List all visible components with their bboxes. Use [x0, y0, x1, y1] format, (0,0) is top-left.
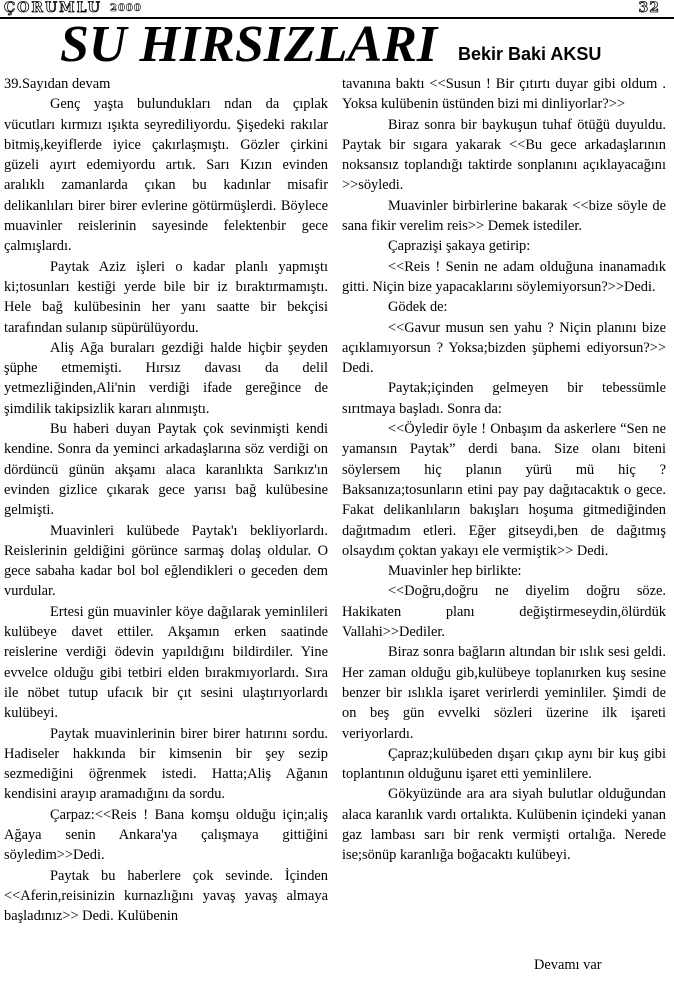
- paragraph: Bu haberi duyan Paytak çok sevinmişti kendi kendine. Sonra da yeminci arkadaşlarına söz verdiği on dördüncü günün akşamı alaca karanlıkta Sarıkız'ın evinden gizlice çıkarak gece yarısı bağ kulübesine gelmişti.: [4, 421, 328, 519]
- publication-name: ÇORUMLU: [4, 0, 102, 16]
- paragraph: <<Doğru,doğru ne diyelim doğru söze. Hakikaten planı değiştirmeseydin,ölürdük Vallahi>>Dediler.: [342, 583, 666, 641]
- paragraph: <<Gavur musun sen yahu ? Niçin planını bize açıklamıyorsun ? Yoksa;bizden şüphemi ediyorsun?>> Dedi.: [342, 319, 666, 377]
- section-start: 39.Sayıdan devam: [4, 76, 111, 92]
- paragraph: Biraz sonra bağların altından bir ıslık sesi geldi. Her zaman olduğu gib,kulübeye toplanırken kuş sesine benzer bir ıslıkla işaret verirlerdi yeminliler. Şimdi de on beş gün evvelki sözleri üzerine ilk işareti veriyorlardı.: [342, 644, 666, 742]
- continued-note: Devamı var: [534, 957, 602, 973]
- paragraph: Çarpaz:<<Reis ! Bana komşu olduğu için;aliş Ağaya senin Ankara'ya çalışmaya gittiğini söyledim>>Dedi.: [4, 806, 328, 864]
- article-author: Bekir Baki AKSU: [458, 44, 602, 64]
- left-column: [4, 74, 328, 926]
- paragraph: Biraz sonra bir baykuşun tuhaf ötüğü duyuldu. Paytak bir sıgara yakarak <<Bu gece arkadaşlarının noksansız toplandığı taktirde sonplanını açıklayacağını >>söyledi.: [342, 116, 666, 194]
- paragraph: <<Reis ! Senin ne adam olduğuna inanamadık gitti. Niçin bize yapacaklarını söylemiyorsun?>>Dedi.: [342, 258, 666, 295]
- paragraph: Gödek de:: [388, 299, 448, 316]
- paragraph: Gökyüzünde ara ara siyah bulutlar olduğundan alaca karanlık vardı ortalıkta. Kulübenin içindeki yanan gaz lambası sarı bir renk vermişti ortalığa. Nerede ise;sönüp karanlığa boğacaktı kulübeyi.: [342, 786, 666, 864]
- paragraph: Paytak Aziz işleri o kadar planlı yapmıştı ki;tosunları kestiği yerde bile bir iz bıraktırmamıştı. Hele bağ kulübesinin her yanı saatte bir bekçisi tarafından sulanıp süpürülüyordu.: [4, 258, 328, 336]
- page-number: 32: [638, 0, 660, 16]
- paragraph: Ertesi gün muavinler köye dağılarak yeminlileri kulübeye davet ettiler. Akşamın erken saatinde reislerine verdiği ödevin yapıldığını bildirdiler. Yine evvelce olduğu gibi tetbiri elden bırakmıyorlardı. Sıra ile nöbet tutup ufacık bir çıt sesini ulaştırıyorlardı kulübeyi.: [4, 603, 328, 722]
- publication-year: 2000: [110, 3, 142, 14]
- paragraph: Paytak bu haberlere çok sevinde. İçinden <<Aferin,reisinizin kurnazlığını yavaş yavaş almaya başladınız>> Dedi. Kulübenin: [4, 867, 328, 925]
- paragraph: Paytak muavinlerinin birer birer hatırını sordu. Hadiseler hakkında bir kimsenin bir şey sezip sezmediğini öğrenmek istedi. Hatta;Aliş Ağanın kendisini arayıp aramadığını da sordu.: [4, 725, 328, 803]
- paragraph: Genç yaşta bulundukları ndan da çıplak vücutları kırmızı ışıkta seyrediliyordu. Şişedeki rakılar bitmiş,keyiflerde iyice çakırlaşmıştı. Gözler çirkini güzeli ayırt edemiyordu artık. Sarı Kızın evinden aralıklı zamanlarda çıkan bu kadınlar misafir delikanlıları birer birer evlerine götürmüşlerdi. Böylece muavinler reislerinin sayesinde felektenbir gece çalmışlardı.: [4, 96, 328, 255]
- paragraph: <<Öyledir öyle ! Onbaşım da askerlere “Sen ne yamansın Paytak” derdi bana. Size olanı biteni söylersem hiç planın yürü mü hiç ? Baksanıza;tosunların etini pay pay dağıtacaktık o gece. Fakat delikanlıların bakışları hoşuma gitmediğinden dağıtmadım etleri. Eğer gitseydi,ben de dağıtmış olsaydım çoktan yakayı ele vermiştik>> Dedi.: [342, 421, 666, 559]
- paragraph: Paytak;içinden gelmeyen bir tebessümle sırıtmaya başladı. Sonra da:: [342, 380, 666, 417]
- paragraph: tavanına baktı <<Susun ! Bir çıtırtı duyar gibi oldum . Yoksa kulübenin üstünden bizi mi dinliyorlar?>>: [342, 76, 666, 113]
- paragraph: Çapraz;kulübeden dışarı çıkıp aynı bir kuş gibi toplantının olduğunu işaret etti yeminlilere.: [342, 745, 666, 783]
- paragraph: Muavinler birbirlerine bakarak <<bize söyle de sana fikir verelim reis>> Demek istediler.: [342, 197, 666, 235]
- right-column: [342, 74, 666, 866]
- paragraph: Muavinler hep birlikte:: [388, 563, 522, 580]
- article-title: SU HIRSIZLARI: [60, 16, 438, 73]
- paragraph: Çaprazişi şakaya getirip:: [388, 238, 531, 255]
- paragraph: Muavinleri kulübede Paytak'ı bekliyorlardı. Reislerinin geldiğini görünce sarmaş dolaş oldular. O gece sabaha kadar bol bol eğlendikleri o geceden dem vurdular.: [4, 522, 328, 600]
- paragraph: Aliş Ağa buraları gezdiği halde hiçbir şeyden şüphe etmemişti. Hırsız davası da delil yetmezliğinden,Ali'nin verdiği ifade gereğince de şimdilik takipsizlik kararı alınmıştı.: [4, 339, 328, 417]
